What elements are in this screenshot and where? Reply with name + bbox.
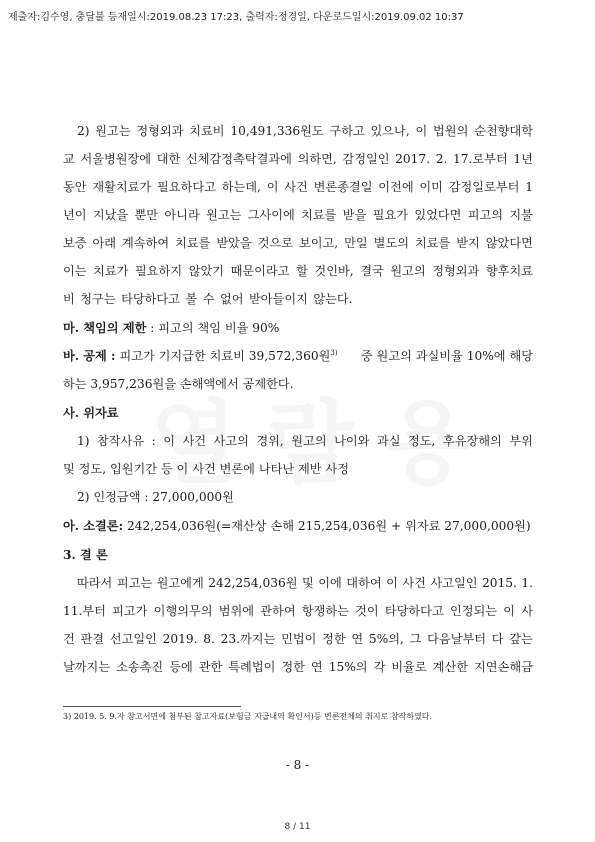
section-sa-item1-line2: 및 정도, 입원기간 등 이 사건 변론에 나타난 제반 사정 — [63, 462, 349, 476]
section-ma-label: 마. 책임의 제한 — [63, 321, 147, 335]
word: 원고는 — [95, 124, 131, 138]
word: 각 — [373, 660, 386, 674]
word: 나이와 — [334, 434, 370, 448]
word: 정형외과 — [432, 264, 480, 278]
word: 후유장해의 — [442, 434, 502, 448]
word: 2) — [77, 124, 90, 138]
section-a — [63, 516, 531, 536]
word: 받을 — [342, 208, 367, 222]
word: 대한 — [156, 152, 181, 166]
word: 1 — [525, 180, 533, 194]
word: 비 — [63, 292, 75, 306]
word: 원고의 — [390, 264, 426, 278]
word: 지불 — [509, 208, 533, 222]
word: 정도, — [408, 434, 436, 448]
word: 이행의무의 — [153, 604, 213, 618]
word: 법원의 — [433, 124, 469, 138]
word: 부위 — [509, 434, 533, 448]
section-sa-label: 사. 위자료 — [63, 406, 119, 420]
word: 것인바, — [314, 264, 354, 278]
conclusion-line — [63, 629, 533, 649]
section-sa-item2: 2) 인정금액 : 27,000,000원 — [77, 490, 234, 504]
word: 정한 — [281, 660, 305, 674]
word: 향후치료 — [485, 264, 533, 278]
word: 이 — [386, 576, 398, 590]
word: 특례법이 — [228, 660, 276, 674]
word: 볼 — [185, 292, 198, 306]
word: 과실 — [376, 434, 401, 448]
paragraph-line — [63, 149, 533, 169]
word: 원고의 — [291, 434, 327, 448]
word: 동안 — [63, 180, 87, 194]
word: 2015. — [481, 576, 517, 590]
word: 받아들이지 — [249, 292, 308, 306]
word: 보증 — [63, 236, 87, 250]
word: 서울병원장에 — [80, 152, 152, 166]
word: 않았기 — [188, 264, 225, 278]
word: 비율로 — [391, 660, 427, 674]
word: 받았을 — [216, 236, 252, 250]
word: 사 — [521, 604, 533, 618]
paragraph-line — [63, 289, 533, 309]
section-ba-line1-a: 피고가 기지급한 치료비 39,572,360원 — [119, 349, 331, 363]
word: 이 — [415, 124, 428, 138]
section-3-label: 3. 결 론 — [63, 548, 108, 562]
word: 의하면, — [297, 152, 337, 166]
word: 1. — [521, 576, 533, 590]
word: 사건 — [284, 180, 308, 194]
word: 피고가 — [112, 604, 148, 618]
word: 치료를 — [301, 208, 337, 222]
conclusion-line — [63, 657, 533, 677]
word: 242,254,036원 — [208, 576, 298, 590]
section-ba-line2: 하는 3,957,236원을 손해액에서 공제한다. — [63, 377, 294, 391]
word: 이에 — [318, 576, 342, 590]
word: 변론종결일 — [313, 180, 373, 194]
word: 것으로 — [257, 236, 294, 250]
conclusion-line — [63, 601, 533, 621]
section-ba-line1-b: 중 원고의 과실비율 10%에 해당 — [360, 349, 533, 363]
word: 다음날부터 — [427, 632, 487, 646]
word: 이 — [503, 604, 516, 618]
word: 있었다면 — [414, 208, 462, 222]
word: 만일 — [344, 236, 368, 250]
word: 감정일인 — [342, 152, 390, 166]
word: 이는 — [63, 264, 87, 278]
word: 이전에 — [378, 180, 414, 194]
word: 구하고 — [329, 124, 365, 138]
word: 하는데, — [221, 180, 261, 194]
word: 및 — [302, 576, 314, 590]
word: 치료를 — [175, 236, 211, 250]
word: 선고일인 — [109, 632, 157, 646]
page-number: - 8 - — [285, 758, 310, 772]
word: 수 — [202, 292, 215, 306]
paragraph-line — [63, 261, 533, 281]
paragraph-line — [63, 205, 533, 225]
word: 이미 — [419, 180, 443, 194]
word: 청구는 — [80, 292, 116, 306]
word: 않았다면 — [485, 236, 533, 250]
word: 치료를 — [414, 236, 451, 250]
word: 지연손해금 — [474, 660, 533, 674]
word: 판결 — [80, 632, 105, 646]
section-ba — [63, 346, 533, 366]
footnote: 3) 2019. 5. 9.자 참고서면에 첨부된 참고자료(보험금 지급내역 확인서)등 변론전체의 취지로 참작하였다. — [63, 712, 433, 721]
paragraph-line — [63, 177, 533, 197]
word: 정한 — [322, 632, 346, 646]
word: 피고의 — [467, 208, 504, 222]
word: 이 — [163, 434, 175, 448]
word: 15%의 — [328, 660, 368, 674]
word: 관하여 — [260, 604, 296, 618]
word: 건 — [63, 632, 75, 646]
word: 것이 — [355, 604, 379, 618]
section-a-text: 242,254,036원(=재산상 손해 215,254,036원 + 위자료 27,000,000원) — [123, 519, 531, 533]
word: 않는다. — [313, 292, 353, 306]
word: 10,491,336원도 — [230, 124, 324, 138]
paragraph-line — [63, 233, 533, 253]
word: 치료가 — [93, 264, 129, 278]
word: 갚는 — [509, 632, 533, 646]
word: 결국 — [360, 264, 384, 278]
section-ma-text: : 피고의 책임 비율 90% — [146, 321, 280, 335]
section-a-label: 아. 소결론: — [63, 519, 124, 533]
word: : — [151, 434, 156, 448]
word: 사건 — [402, 576, 426, 590]
footnote-divider — [63, 706, 241, 707]
word: 아니라 — [164, 208, 200, 222]
paragraph-line — [63, 121, 533, 141]
word: 23.까지는 — [220, 632, 276, 646]
word: 없어 — [219, 292, 244, 306]
word: 지났을 — [92, 208, 129, 222]
word: 2. — [435, 152, 448, 166]
word: 받지 — [456, 236, 480, 250]
word: 있으나, — [370, 124, 410, 138]
section-sa-item1-line1 — [63, 431, 533, 451]
word: 타당하다고 — [121, 292, 180, 306]
word: 인정되는 — [449, 604, 498, 618]
conclusion-line — [63, 573, 533, 593]
word: 별도의 — [373, 236, 409, 250]
word: 그 — [409, 632, 422, 646]
word: 원고는 — [206, 208, 242, 222]
word: 필요가 — [372, 208, 408, 222]
word: 때문이라고 — [230, 264, 290, 278]
word: 필요하지 — [135, 264, 183, 278]
word: 원고에게 — [156, 576, 204, 590]
word: 항쟁하는 — [301, 604, 349, 618]
word: 경위, — [256, 434, 284, 448]
word: 관한 — [198, 660, 223, 674]
word: 뿐만 — [134, 208, 159, 222]
word: 등에 — [169, 660, 193, 674]
footnote-ref: 3) — [330, 348, 338, 357]
word: 1) — [77, 434, 90, 448]
word: 보이고, — [298, 236, 339, 250]
word: 아래 — [92, 236, 117, 250]
word: 17.로부터 — [453, 152, 508, 166]
word: 이 — [266, 180, 279, 194]
word: 년이 — [63, 208, 87, 222]
word: 그사이에 — [247, 208, 295, 222]
word: 참작사유 — [97, 434, 145, 448]
word: 8. — [203, 632, 215, 646]
word: 타당하다고 — [384, 604, 444, 618]
word: 민법이 — [281, 632, 317, 646]
word: 재활치료가 — [92, 180, 152, 194]
word: 계속하여 — [122, 236, 170, 250]
word: 날까지는 — [63, 660, 111, 674]
word: 교 — [63, 152, 75, 166]
word: 소송촉진 — [116, 660, 164, 674]
word: 연 — [351, 632, 364, 646]
word: 치료비 — [189, 124, 225, 138]
word: 대하여 — [346, 576, 382, 590]
word: 5%의, — [368, 632, 404, 646]
word: 1년 — [513, 152, 533, 166]
word: 2019. — [162, 632, 198, 646]
word: 신체감정촉탁결과에 — [185, 152, 292, 166]
word: 따라서 — [77, 576, 113, 590]
word: 사건 — [182, 434, 207, 448]
word: 11.부터 — [63, 604, 106, 618]
document-header: 제출자:김수영, 충달불 등재일시:2019.08.23 17:23, 출력자:정경일, 다운로드일시:2019.09.02 10:37 — [8, 12, 464, 23]
word: 정형외과 — [136, 124, 184, 138]
section-ma — [63, 318, 279, 338]
word: 할 — [296, 264, 308, 278]
word: 계산한 — [432, 660, 469, 674]
word: 피고는 — [116, 576, 153, 590]
word: 연 — [310, 660, 323, 674]
page-count: 8 / 11 — [284, 822, 311, 832]
word: 감정일로부터 — [448, 180, 520, 194]
word: 사고일인 — [430, 576, 478, 590]
word: 필요하다고 — [157, 180, 216, 194]
word: 사고의 — [213, 434, 249, 448]
word: 2017. — [395, 152, 431, 166]
word: 순천향대학 — [474, 124, 533, 138]
word: 다 — [491, 632, 504, 646]
word: 범위에 — [218, 604, 255, 618]
section-ba-label: 바. 공제 : — [63, 349, 116, 363]
